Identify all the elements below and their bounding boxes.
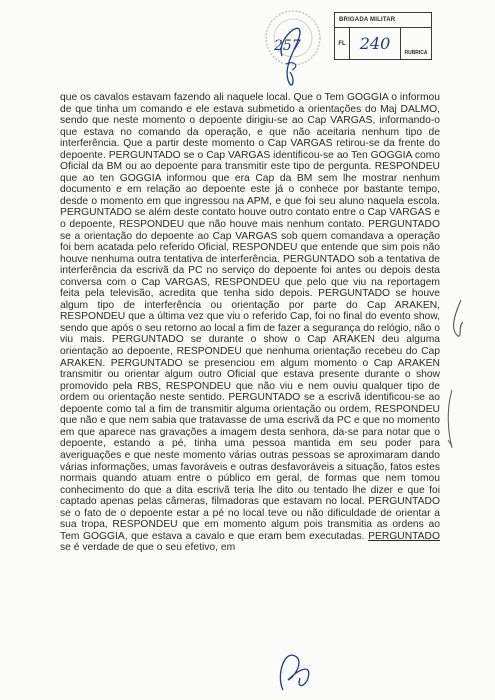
testimony-last-suffix: se é verdade de que o seu efetivo, em: [60, 542, 236, 554]
page-stamp: [334, 12, 432, 60]
testimony-last-prefix: PERGUNTADO: [368, 530, 440, 542]
handwritten-number: 257: [274, 38, 301, 54]
testimony-paragraph: que os cavalos estavam fazendo ali naquele local. Que o Tem GOGGIA o informou de que tinha um comando e ele estava submetido a orientações do Maj DALMO, sendo que neste momento o depoente dirigiu-se ao Cap VARGAS, informando-o que estava no comando da operação, e que não aceitaria nenhum tipo de interferência. Que a partir deste momento o Cap VARGAS retirou-se da frente do depoente. PERGUNTADO se o Cap VARGAS identificou-se ao Ten GOGGIA como Oficial da BM ou ao depoente para transmitir este tipo de pergunta. RESPONDEU que ao ten GOGGIA informou que era Cap da BM sem lhe mostrar nenhum documento e em relação ao depoente este já o conhece por bastante tempo, desde o momento em que ingressou na APM, e que foi seu aluno naquela escola. PERGUNTADO se além deste contato houve outro contato entre o Cap VARGAS e o depoente, RESPONDEU que não houve mais nenhum contato. PERGUNTADO se a orientação do depoente ao Cap VARGAS sob quem comandava a operação foi bem acatada pelo referido Oficial, RESPONDEU que entende que sim pois não houve nenhuma outra tentativa de interferência. PERGUNTADO sob a tentativa de interferência da escrivã da PC no serviço do depoente foi antes ou depois desta conversa com o Cap VARGAS, RESPONDEU que pelo que viu na reportagem feita pela televisão, acredita que tenha sido depois. PERGUNTADO se houve algum tipo de interferência ou orientação por parte do Cap ARAKEN, RESPONDEU que a última vez que viu o referido Cap, foi no final do evento show, sendo que após o seu retorno ao local a fim de fazer a segurança do relógio, não o viu mais. PERGUNTADO se durante o show o Cap ARAKEN deu alguma orientação ao depoente, RESPONDEU que nenhuma orientação recebeu do Cap ARAKEN. PERGUNTADO se presenciou em algum momento o Cap ARAKEN transmitir ou orientar algum outro Oficial que estava presente durante o show promovido pela RBS, RESPONDEU que não viu e nem ouviu qualquer tipo de ordem ou orientação neste sentido. PERGUNTADO se a escrivã identificou-se ao depoente como tal a fim de transmitir alguma orientação ou ordem, RESPONDEU que não e que nem sabia que tratavasse de uma escrivã da PC e que no momento em que aparece nas gravações a imagem desta senhora, da-se para notar que o depoente, estando a pé, tinha uma pessoa mantida em seu poder para averiguações e que neste momento várias outras pessoas se aproximaram dando várias informações, umas favoráveis e outras desfavoráveis a situação, fatos estes normais quando atuam entre o público em geral, de formas que nem tomou conhecimento do que a dita escrivã teria lhe dito ou tentado lhe dizer e que foi captado apenas pelas câmeras, filmadoras que estavam no local. PERGUNTADO se o fato de o depoente estar a pé no local teve ou não dificuldade de orientar a sua tropa, RESPONDEU que em momento algum pois transmitia as ordens ao Tem GOGGIA, que estava a cavalo e que eram bem executadas.: [60, 92, 440, 542]
testimony-text: [60, 92, 440, 554]
stamp-rubrica-label: RUBRICA: [404, 50, 428, 56]
stamp-fl-label: FL: [338, 40, 346, 47]
margin-check-icon: [454, 300, 463, 336]
stamp-page-number: 240: [349, 28, 401, 59]
signature-icon: [280, 655, 308, 690]
margin-small-mark-icon: [448, 440, 452, 446]
margin-bracket-icon: [448, 390, 452, 448]
stamp-institution: BRIGADA MILITAR: [335, 13, 431, 28]
